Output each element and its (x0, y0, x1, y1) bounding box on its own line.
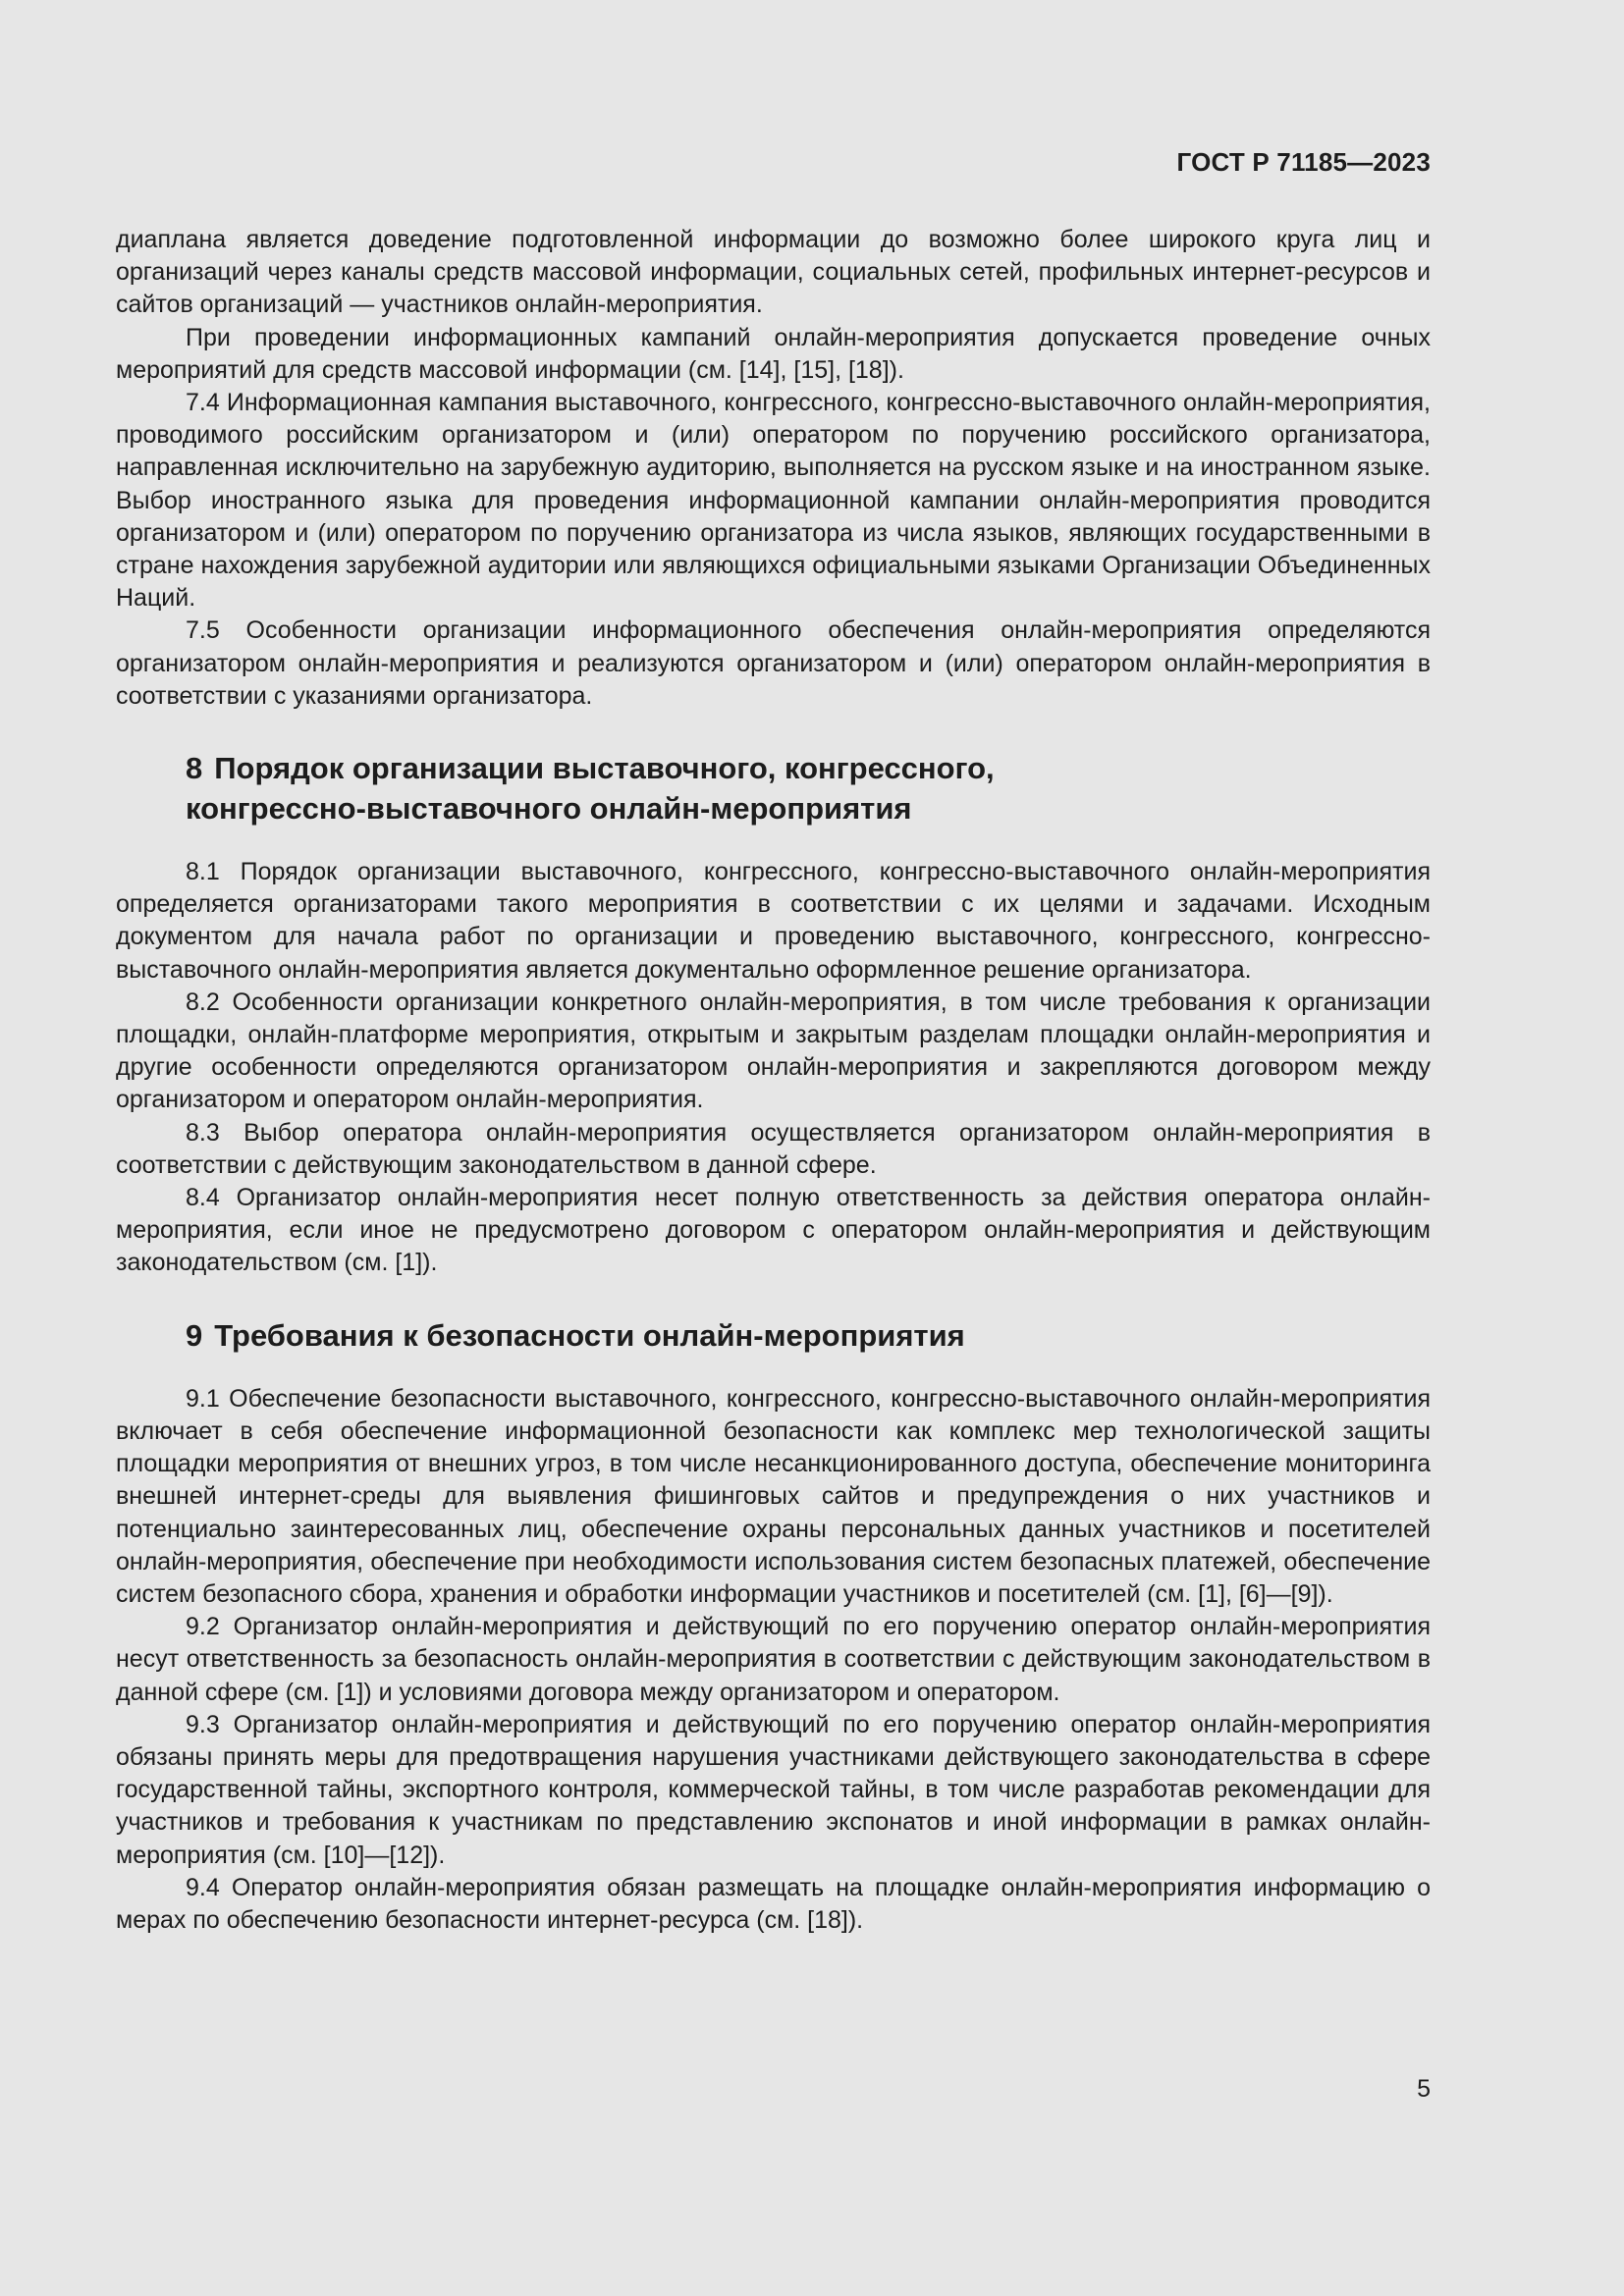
page-number: 5 (1417, 2075, 1431, 2103)
section-8-heading (186, 748, 1431, 828)
paragraph-8-1: 8.1 Порядок организации выставочного, конгрессного, конгрессно-выставочного онлайн-мероприятия определяется организаторами такого мероприятия в соответствии с их целями и задачами. Исходным документом для начала работ по организации и проведению выставочного, конгрессного, конгрессно-выставочного онлайн-мероприятия является документально оформленное решение организатора. (116, 858, 1431, 984)
paragraph-7-4: 7.4 Информационная кампания выставочного, конгрессного, конгрессно-выставочного онлайн-мероприятия, проводимого российским организатором и (или) оператором по поручению российского организатора, направленная исключительно на зарубежную аудиторию, выполняется на русском языке и на иностранном языке. Выбор иностранного языка для проведения информационной кампании онлайн-мероприятия проводится организатором и (или) оператором по поручению организатора из числа языков, являющих государственными в стране нахождения зарубежной аудитории или являющихся официальными языками Организации Объединенных Наций. (116, 389, 1431, 613)
paragraph-9-3: 9.3 Организатор онлайн-мероприятия и действующий по его поручению оператор онлайн-мероприятия обязаны принять меры для предотвращения нарушения участниками действующего законодательства в сфере государственной тайны, экспортного контроля, коммерческой тайны, в том числе разработав рекомендации для участников и требования к участникам по представлению экспонатов и иной информации в рамках онлайн-мероприятия (см. [10]—[12]). (116, 1710, 1431, 1869)
section-title: Требования к безопасности онлайн-мероприятия (214, 1317, 965, 1353)
document-header: ГОСТ Р 71185—2023 (1176, 147, 1431, 177)
document-page (116, 0, 1431, 2296)
paragraph-7-5: 7.5 Особенности организации информационного обеспечения онлайн-мероприятия определяются организатором онлайн-мероприятия и реализуются организатором и (или) оператором онлайн-мероприятия в соответствии с указаниями организатора. (116, 616, 1431, 710)
document-body (116, 224, 1431, 1937)
paragraph-9-2: 9.2 Организатор онлайн-мероприятия и действующий по его поручению оператор онлайн-мероприятия несут ответственность за безопасность онлайн-мероприятия в соответствии с действующим законодательством в данной сфере (см. [1]) и условиями договора между организатором и оператором. (116, 1613, 1431, 1706)
section-number: 9 (186, 1317, 203, 1353)
section-title-line: конгрессно-выставочного онлайн-мероприятия (186, 791, 912, 827)
section-number: 8 (186, 751, 203, 786)
paragraph-8-4: 8.4 Организатор онлайн-мероприятия несет полную ответственность за действия оператора онлайн-мероприятия, если иное не предусмотрено договором с оператором онлайн-мероприятия и действующим законодательством (см. [1]). (116, 1184, 1431, 1277)
paragraph-9-1: 9.1 Обеспечение безопасности выставочного, конгрессного, конгрессно-выставочного онлайн-мероприятия включает в себя обеспечение информационной безопасности как комплекс мер технологической защиты площадки мероприятия от внешних угроз, в том числе несанкционированного доступа, обеспечение мониторинга внешней интернет-среды для выявления фишинговых сайтов и предупреждения о них участников и потенциально заинтересованных лиц, обеспечение охраны персональных данных участников и посетителей онлайн-мероприятия, обеспечение при необходимости использования систем безопасных платежей, обеспечение систем безопасного сбора, хранения и обработки информации участников и посетителей (см. [1], [6]—[9]). (116, 1384, 1431, 1608)
section-title-line: Порядок организации выставочного, конгрессного, (214, 751, 995, 786)
section-9-heading (186, 1315, 1431, 1356)
paragraph-8-3: 8.3 Выбор оператора онлайн-мероприятия осуществляется организатором онлайн-мероприятия в соответствии с действующим законодательством в данной сфере. (116, 1118, 1431, 1179)
paragraph-9-4: 9.4 Оператор онлайн-мероприятия обязан размещать на площадке онлайн-мероприятия информацию о мерах по обеспечению безопасности интернет-ресурса (см. [18]). (116, 1873, 1431, 1934)
paragraph-continued: диаплана является доведение подготовленной информации до возможно более широкого круга лиц и организаций через каналы средств массовой информации, социальных сетей, профильных интернет-ресурсов и сайтов организаций — участников онлайн-мероприятия. (116, 226, 1431, 319)
paragraph: При проведении информационных кампаний онлайн-мероприятия допускается проведение очных мероприятий для средств массовой информации (см. [14], [15], [18]). (116, 323, 1431, 384)
paragraph-8-2: 8.2 Особенности организации конкретного онлайн-мероприятия, в том числе требования к организации площадки, онлайн-платформе мероприятия, открытым и закрытым разделам площадки онлайн-мероприятия и другие особенности определяются организатором онлайн-мероприятия и закрепляются договором между организатором и оператором онлайн-мероприятия. (116, 988, 1431, 1114)
